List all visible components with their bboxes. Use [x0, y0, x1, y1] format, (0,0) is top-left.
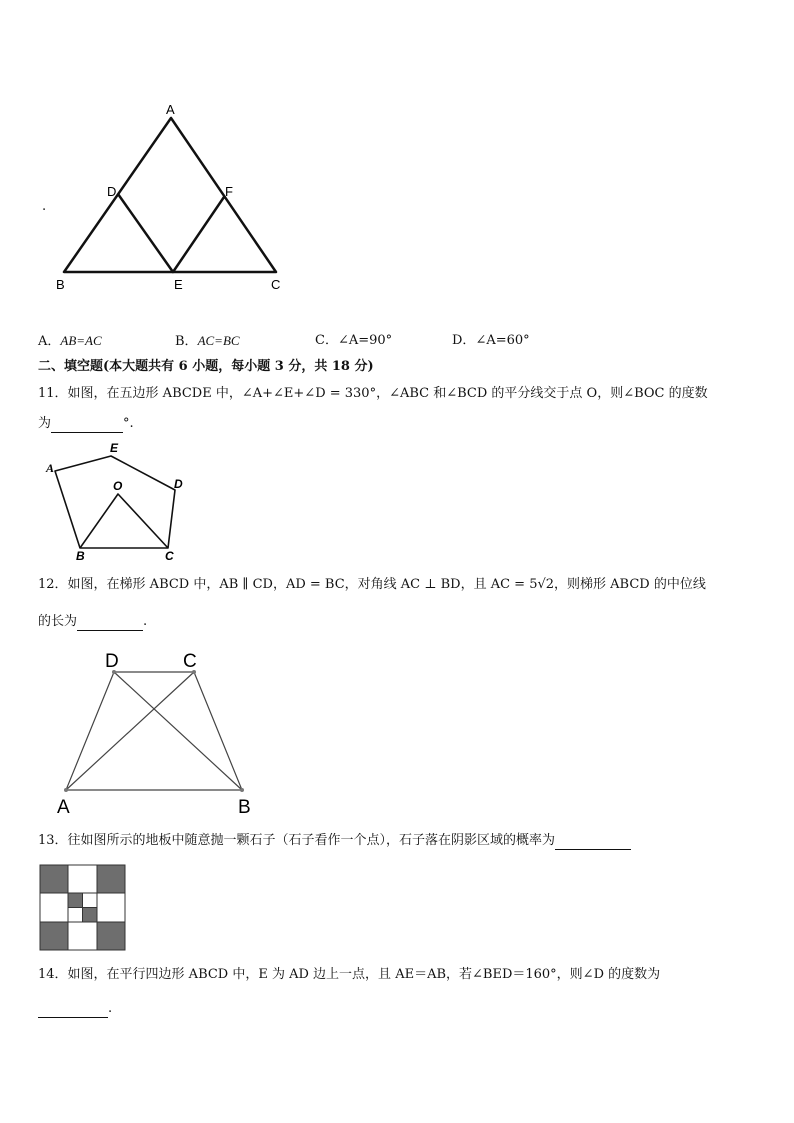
- q11-prefix: 为: [38, 416, 52, 431]
- diagonal-bd: [114, 672, 242, 790]
- label-e: E: [174, 277, 183, 292]
- label-b: B: [76, 549, 85, 563]
- section-2-title: 二、填空题(本大题共有 6 小题，每小题 3 分，共 18 分): [38, 359, 374, 374]
- label-a: A: [46, 461, 55, 475]
- pentagon-figure: [40, 438, 200, 566]
- shade-center-2: [83, 908, 98, 923]
- q11-text: 11．如图，在五边形 ABCDE 中，∠A+∠E+∠D = 330°，∠ABC 和∠BCD 的平分线交于点 O，则∠BOC 的度数: [38, 386, 708, 401]
- label-b: B: [56, 277, 65, 292]
- triangle-abc: [64, 118, 276, 272]
- pentagon-abcde: [55, 456, 175, 548]
- trapezoid-figure: [52, 645, 267, 817]
- option-b: [175, 332, 240, 351]
- label-a: A: [166, 102, 175, 117]
- q11-suffix: °.: [123, 416, 134, 431]
- q14-answer-line: [38, 1000, 112, 1018]
- label-d: D: [105, 651, 119, 672]
- option-b-letter: B．: [175, 334, 198, 349]
- vertex-b: [240, 788, 244, 792]
- diagonal-ac: [66, 672, 194, 790]
- label-d: D: [107, 184, 117, 199]
- shade-center-1: [68, 893, 83, 908]
- vertex-a: [64, 788, 68, 792]
- option-d-letter: D．: [452, 333, 476, 348]
- label-a: A: [57, 797, 70, 817]
- shade-bottom-left: [40, 922, 68, 950]
- q11-answer-line: [38, 415, 134, 433]
- q13-text: [38, 832, 631, 850]
- option-c-text: ∠A=90°: [337, 333, 393, 348]
- option-d: [452, 332, 530, 350]
- q11-answer-blank[interactable]: [51, 418, 123, 433]
- shade-bottom-right: [97, 922, 125, 950]
- label-e: E: [110, 441, 119, 455]
- option-b-text: AC=BC: [197, 333, 240, 348]
- q12-answer-line: [38, 613, 147, 631]
- q13-answer-blank[interactable]: [555, 835, 631, 850]
- option-a-letter: A．: [38, 334, 61, 349]
- q13-question: 13．往如图所示的地板中随意抛一颗石子（石子看作一个点），石子落在阴影区域的概率为: [38, 833, 556, 848]
- triangle-figure: [30, 95, 300, 300]
- q14-text: 14．如图，在平行四边形 ABCD 中，E 为 AD 边上一点，且 AE＝AB，若∠BED＝160°，则∠D 的度数为: [38, 967, 661, 982]
- option-d-text: ∠A=60°: [475, 333, 530, 348]
- label-c: C: [165, 549, 174, 563]
- label-d: D: [174, 477, 183, 491]
- label-b: B: [238, 797, 251, 817]
- label-c: C: [271, 277, 281, 292]
- q12-answer-blank[interactable]: [77, 616, 143, 631]
- trapezoid-abcd: [66, 672, 242, 790]
- bisectors-bo-oc: [80, 494, 168, 548]
- shade-top-left: [40, 865, 68, 893]
- q12-suffix: .: [143, 614, 148, 629]
- label-c: C: [183, 651, 197, 672]
- q12-prefix: 的长为: [38, 614, 78, 629]
- q12-text: 12．如图，在梯形 ABCD 中，AB ∥ CD，AD = BC，对角线 AC ⊥ BD，且 AC = 5√2，则梯形 ABCD 的中位线: [38, 577, 706, 592]
- stray-dot: .: [42, 199, 47, 214]
- option-a-text: AB=AC: [60, 333, 102, 348]
- option-c-letter: C．: [315, 333, 338, 348]
- label-f: F: [225, 184, 233, 199]
- segment-d-e-f: [118, 194, 224, 272]
- option-a: [38, 332, 102, 351]
- floor-tile-figure: [39, 864, 126, 951]
- shade-top-right: [97, 865, 125, 893]
- label-o: O: [113, 479, 123, 493]
- q14-suffix: .: [108, 1001, 113, 1016]
- option-c: [315, 332, 392, 350]
- q14-answer-blank[interactable]: [38, 1003, 108, 1018]
